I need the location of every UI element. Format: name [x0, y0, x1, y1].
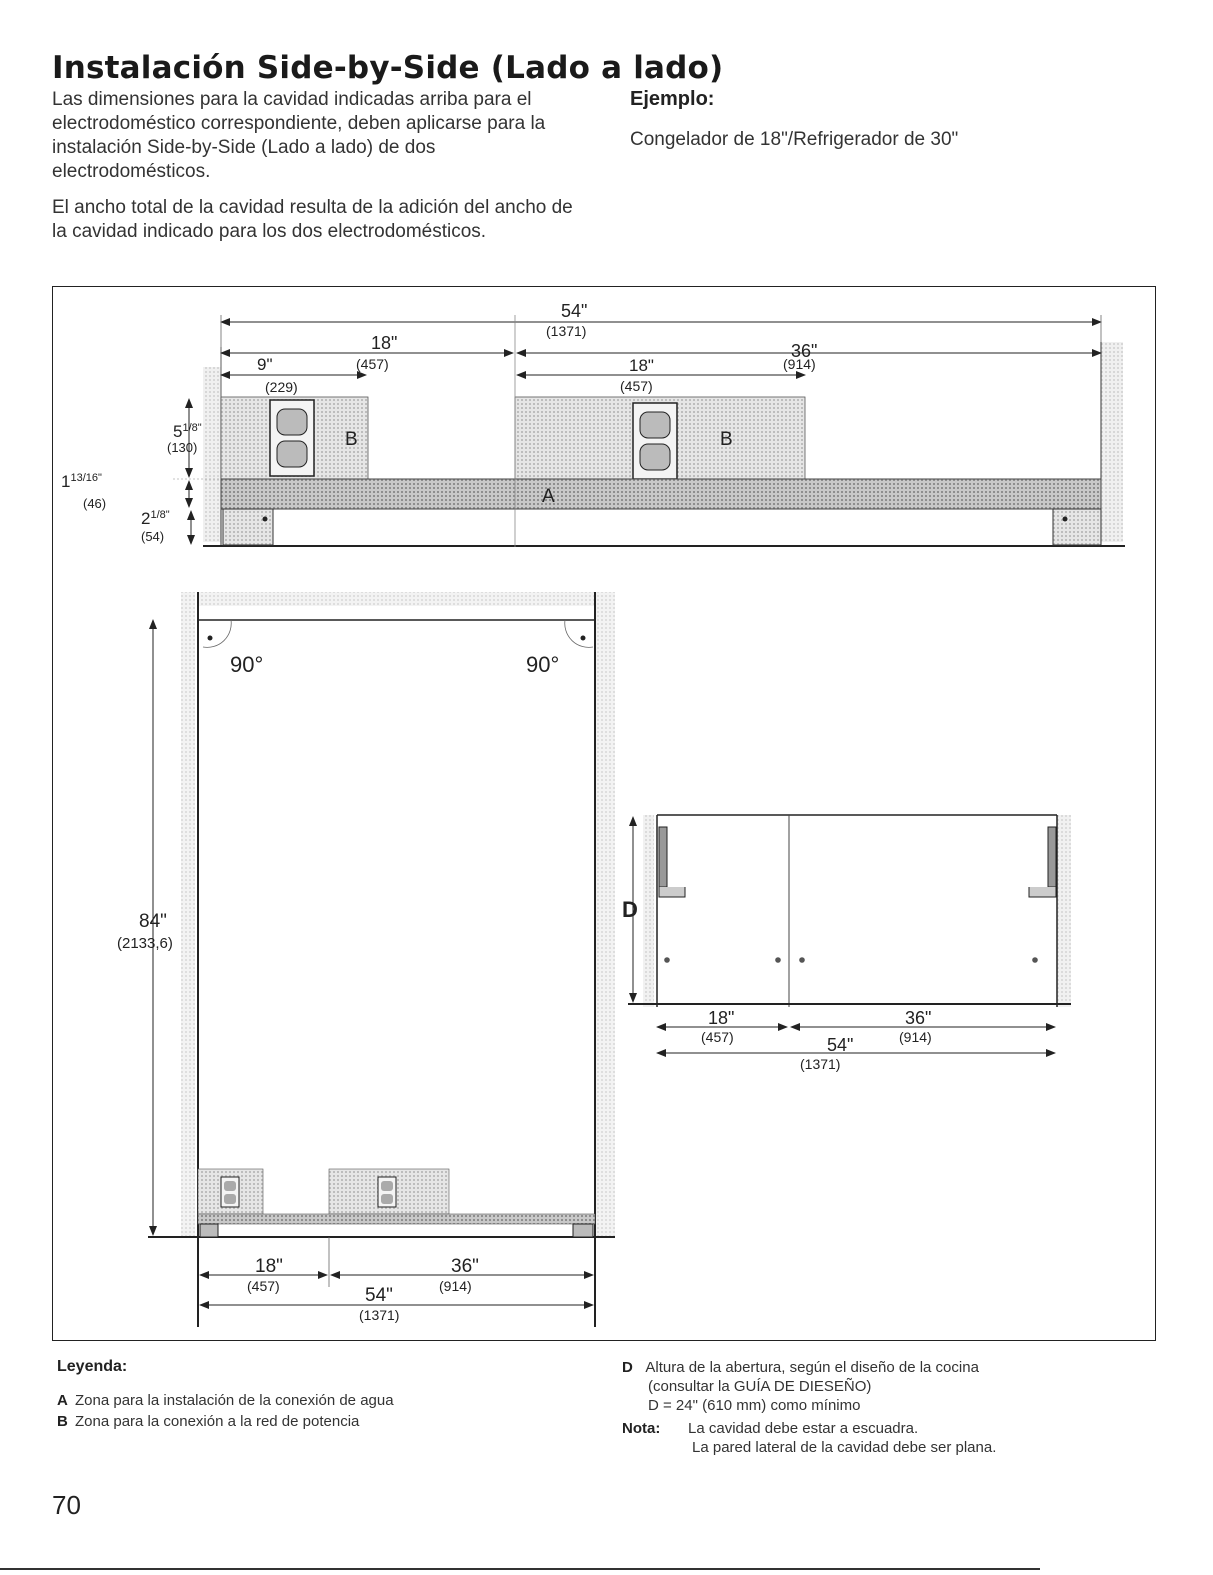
- height-b-mm-label: (130): [167, 440, 198, 455]
- zone-b-right-label: B: [720, 429, 733, 450]
- front-view: [117, 592, 615, 1327]
- left-offset-mm-label: (229): [265, 379, 298, 395]
- angle-right-label: 90°: [526, 652, 560, 677]
- d-line-1: Altura de la abertura, según el diseño de la cocina: [645, 1359, 979, 1376]
- intro-paragraph-2: El ancho total de la cavidad resulta de la adición del ancho de la cavidad indicado para los dos electrodomésticos.: [52, 197, 573, 242]
- front-height-mm-label: (2133,6): [117, 935, 173, 952]
- outlet-icon: [633, 403, 677, 479]
- front-total-width-mm-label: (1371): [359, 1307, 400, 1323]
- front-total-width-label: 54": [365, 1285, 393, 1306]
- nota-label: Nota:: [622, 1420, 661, 1437]
- example-heading: Ejemplo:: [630, 88, 715, 110]
- right-wall: [1101, 342, 1123, 542]
- front-right-width-mm-label: (914): [439, 1278, 472, 1294]
- legend-text: Zona para la conexión a la red de potencia: [75, 1413, 360, 1430]
- height-a-mm-label: (46): [83, 496, 107, 511]
- installation-diagram: [52, 286, 1156, 1341]
- nota-line-1: La cavidad debe estar a escuadra.: [688, 1420, 919, 1437]
- opening-label: D: [622, 897, 638, 922]
- intro-paragraph-1: Las dimensiones para la cavidad indicadas arriba para el electrodoméstico correspondiente, deben aplicarse para la instalación Side-by-Side (Lado a lado) de dos electrodomésticos.: [52, 89, 546, 182]
- page-number: 70: [52, 1490, 81, 1520]
- legend-text: Zona para la instalación de la conexión de agua: [75, 1392, 394, 1409]
- outlet-icon: [221, 1177, 239, 1207]
- nota: [622, 1419, 1142, 1438]
- bracket-right: [1053, 509, 1101, 545]
- front-left-width-mm-label: (457): [247, 1278, 280, 1294]
- legend-key: A: [57, 1392, 68, 1409]
- side-total-width-label: 54": [827, 1035, 854, 1055]
- nota-line-2: La pared lateral de la cavidad debe ser plana.: [692, 1439, 997, 1456]
- bracket-left: [223, 509, 273, 545]
- example-box: [630, 88, 1170, 151]
- outlet-icon: [270, 400, 314, 476]
- right-offset-mm-label: (457): [620, 378, 653, 394]
- zone-b-left-label: B: [345, 429, 358, 450]
- side-total-width-mm-label: (1371): [800, 1056, 841, 1072]
- overall-width-mm-label: (1371): [546, 323, 587, 339]
- diagram-canvas: [53, 287, 1157, 1342]
- right-width-label: 36": [791, 341, 818, 361]
- page-title: Instalación Side-by-Side (Lado a lado): [52, 50, 724, 86]
- side-view: [622, 815, 1071, 1072]
- legend-key: B: [57, 1413, 68, 1430]
- front-left-width-label: 18": [255, 1256, 283, 1277]
- right-offset-label: 18": [629, 356, 654, 375]
- front-right-width-label: 36": [451, 1256, 479, 1277]
- legend-item: [57, 1413, 577, 1430]
- d-key: D: [622, 1359, 633, 1376]
- left-offset-label: 9": [257, 355, 273, 374]
- side-left-width-mm-label: (457): [701, 1029, 734, 1045]
- intro-text: [52, 88, 592, 256]
- outlet-icon: [378, 1177, 396, 1207]
- example-text: Congelador de 18"/Refrigerador de 30": [630, 129, 959, 150]
- d-note: [622, 1358, 1142, 1377]
- zone-a: [221, 479, 1101, 509]
- side-left-width-label: 18": [708, 1008, 735, 1028]
- legend-item: [57, 1392, 577, 1409]
- left-wall: [203, 367, 221, 542]
- d-line-3: D = 24" (610 mm) como mínimo: [648, 1397, 861, 1414]
- right-width-mm-label: (914): [783, 356, 816, 372]
- height-base-label: $2^{1/8"}$: [141, 509, 170, 528]
- zone-a-label: A: [542, 486, 555, 507]
- height-base-mm-label: (54): [141, 529, 165, 544]
- height-b-label: $5^{1/8"}$: [173, 422, 202, 441]
- legend: [57, 1358, 577, 1434]
- left-width-mm-label: (457): [356, 356, 389, 372]
- side-right-width-mm-label: (914): [899, 1029, 932, 1045]
- front-height-label: 84": [139, 911, 167, 932]
- height-a-label: $1^{13/16"}$: [61, 472, 102, 491]
- notes: [622, 1358, 1142, 1457]
- top-view: [61, 301, 1125, 547]
- overall-width-label: 54": [561, 301, 588, 321]
- left-width-label: 18": [371, 333, 398, 353]
- side-right-width-label: 36": [905, 1008, 932, 1028]
- angle-left-label: 90°: [230, 652, 264, 677]
- legend-heading: Leyenda:: [57, 1358, 128, 1375]
- bottom-rule: [0, 1568, 1040, 1570]
- d-line-2: (consultar la GUÍA DE DIESEÑO): [648, 1378, 872, 1395]
